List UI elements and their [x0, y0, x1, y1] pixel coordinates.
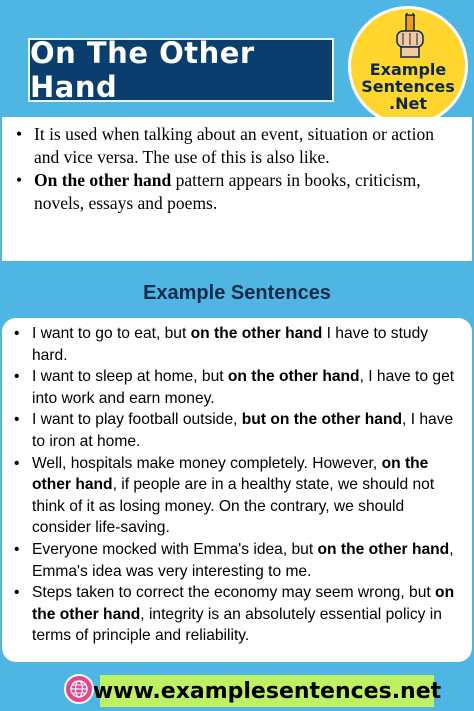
examples-box [2, 318, 472, 662]
logo-line-1: Example [369, 60, 447, 79]
globe-icon [64, 674, 94, 704]
intro-item: • On the other hand pattern appears in books, criticism, novels, essays and poems. [12, 169, 462, 215]
page-title-box [28, 38, 334, 102]
example-item: • I want to go to eat, but on the other hand I have to study hard. [10, 323, 464, 366]
examples-list [10, 323, 464, 647]
example-item: • Well, hospitals make money completely. However, on the other hand, if people are in a healthy state, we should not think of it as losing money. On the contrary, we should consider life-saving. [10, 453, 464, 539]
example-item: • I want to play football outside, but on the other hand, I have to iron at home. [10, 409, 464, 452]
logo-line-3: .Net [389, 94, 427, 113]
page-title: On The Other Hand [30, 36, 255, 104]
fist-pencil-icon [385, 13, 435, 59]
section-title: Example Sentences [143, 282, 331, 304]
example-item: • I want to sleep at home, but on the other hand, I have to get into work and earn money. [10, 366, 464, 409]
example-item: • Everyone mocked with Emma's idea, but on the other hand, Emma's idea was very interesting to me. [10, 539, 464, 582]
intro-box [2, 117, 472, 261]
intro-list [12, 123, 462, 215]
example-item: • Steps taken to correct the economy may seem wrong, but on the other hand, integrity is an absolutely essential policy in terms of principle and reliability. [10, 582, 464, 647]
site-logo [348, 6, 468, 126]
footer-url[interactable]: www.examplesentences.net [92, 678, 442, 704]
intro-item: • It is used when talking about an event, situation or action and vice versa. The use of this is also like. [12, 123, 462, 169]
footer-url-bar[interactable] [92, 675, 442, 707]
logo-line-2: Sentences [361, 77, 455, 96]
